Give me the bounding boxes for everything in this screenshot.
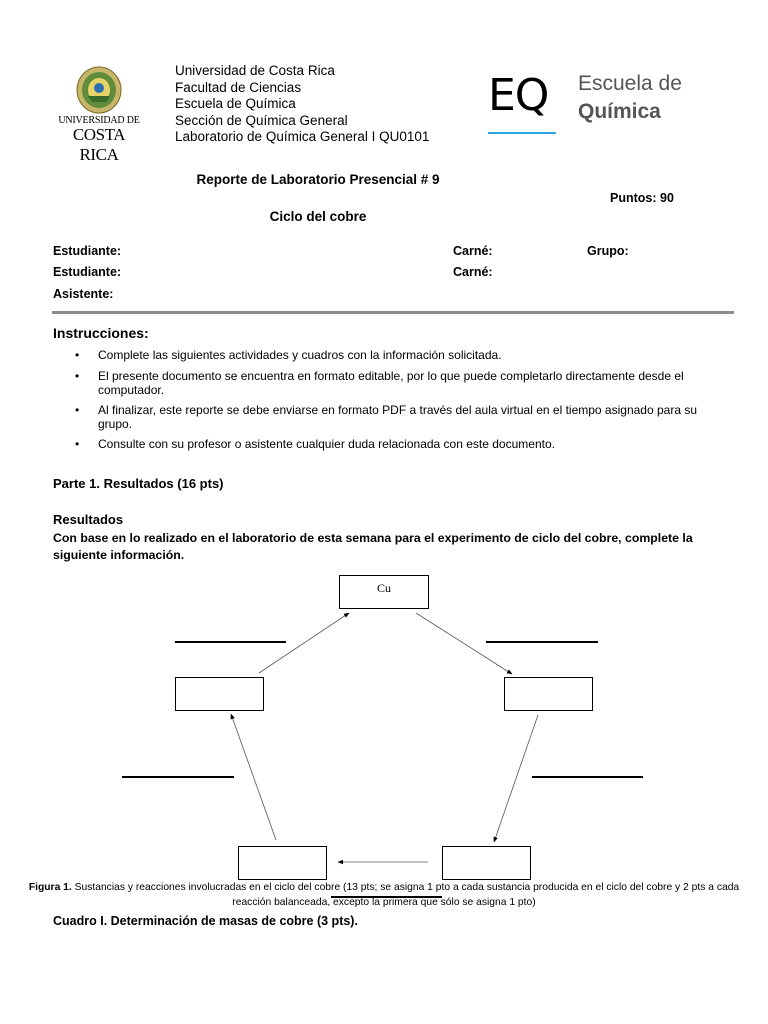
part1-title: Parte 1. Resultados (16 pts) (53, 476, 224, 491)
table1-label: Cuadro I. (53, 914, 108, 928)
bullet-icon: • (75, 403, 80, 417)
substance-box-bottom-right[interactable] (442, 846, 531, 880)
student1-label: Estudiante: (53, 244, 122, 258)
report-points: Puntos: 90 (610, 191, 674, 205)
table1-title (53, 914, 358, 928)
eq-logo-mark: EQ (488, 70, 549, 121)
carne2-label: Carné: (453, 265, 493, 279)
instructions-title: Instrucciones: (53, 325, 149, 341)
results-instructions: Con base en lo realizado en el laboratorio de esta semana para el experimento de ciclo del cobre, complete la siguiente información. (53, 531, 693, 562)
eq-logo-underline (488, 132, 556, 134)
instruction-item: Consulte con su profesor o asistente cualquier duda relacionada con este documento. (98, 437, 555, 451)
figure-caption (20, 880, 748, 910)
reaction-blank-upper-right[interactable] (486, 641, 598, 643)
arrow-right-to-bottom-right (494, 715, 538, 842)
instruction-item: Complete las siguientes actividades y cuadros con la información solicitada. (98, 348, 502, 362)
ucr-logo-line2: COSTA RICA (72, 125, 126, 164)
figure-label: Figura 1. (28, 882, 72, 893)
section-divider (52, 311, 734, 314)
substance-box-left[interactable] (175, 677, 264, 711)
table1-title-text: Determinación de masas de cobre (3 pts). (107, 914, 358, 928)
reaction-blank-upper-left[interactable] (175, 641, 286, 643)
bullet-icon: • (75, 348, 80, 362)
ucr-logo-line1: UNIVERSIDAD DE (58, 115, 140, 126)
student2-label: Estudiante: (53, 265, 122, 279)
reaction-blank-lower-left[interactable] (122, 776, 234, 778)
arrow-left-to-cu (259, 613, 349, 673)
institution-school: Escuela de Química (175, 96, 296, 111)
institution-section: Sección de Química General (175, 112, 348, 128)
group-label: Grupo: (587, 244, 629, 258)
eq-logo-line2: Química (578, 100, 661, 123)
bullet-icon: • (75, 369, 80, 383)
arrow-bottom-left-to-left (231, 714, 276, 840)
figure-caption-text: Sustancias y reacciones involucradas en el ciclo del cobre (13 pts; se asigna 1 pto a cada sustancia producida en el ciclo del cobre y 2 pts a cada reacción balanceada, excepto la primera que sólo se asigna 1 pto) (71, 882, 740, 908)
institution-course: Laboratorio de Química General I QU0101 (175, 129, 430, 144)
institution-university: Universidad de Costa Rica (175, 63, 335, 78)
substance-box-cu (339, 575, 429, 609)
copper-cycle-arrows (0, 560, 768, 890)
substance-box-bottom-left[interactable] (238, 846, 327, 880)
instruction-item: El presente documento se encuentra en formato editable, por lo que puede completarlo directamente desde el computador. (98, 369, 684, 397)
results-heading: Resultados (53, 512, 124, 527)
arrow-cu-to-right (416, 613, 512, 674)
ucr-seal-icon (76, 66, 122, 114)
carne1-label: Carné: (453, 244, 493, 258)
substance-box-right[interactable] (504, 677, 593, 711)
report-title: Reporte de Laboratorio Presencial # 9 (196, 172, 440, 187)
bullet-icon: • (75, 437, 80, 451)
instruction-item: Al finalizar, este reporte se debe enviarse en formato PDF a través del aula virtual en el tiempo asignado para su grupo. (98, 403, 697, 431)
reaction-blank-lower-right[interactable] (532, 776, 643, 778)
eq-logo-line1: Escuela de (578, 72, 682, 95)
assistant-label: Asistente: (53, 287, 114, 301)
institution-faculty: Facultad de Ciencias (175, 79, 302, 95)
substance-cu-label: Cu (376, 581, 391, 595)
report-subtitle: Ciclo del cobre (269, 209, 367, 224)
